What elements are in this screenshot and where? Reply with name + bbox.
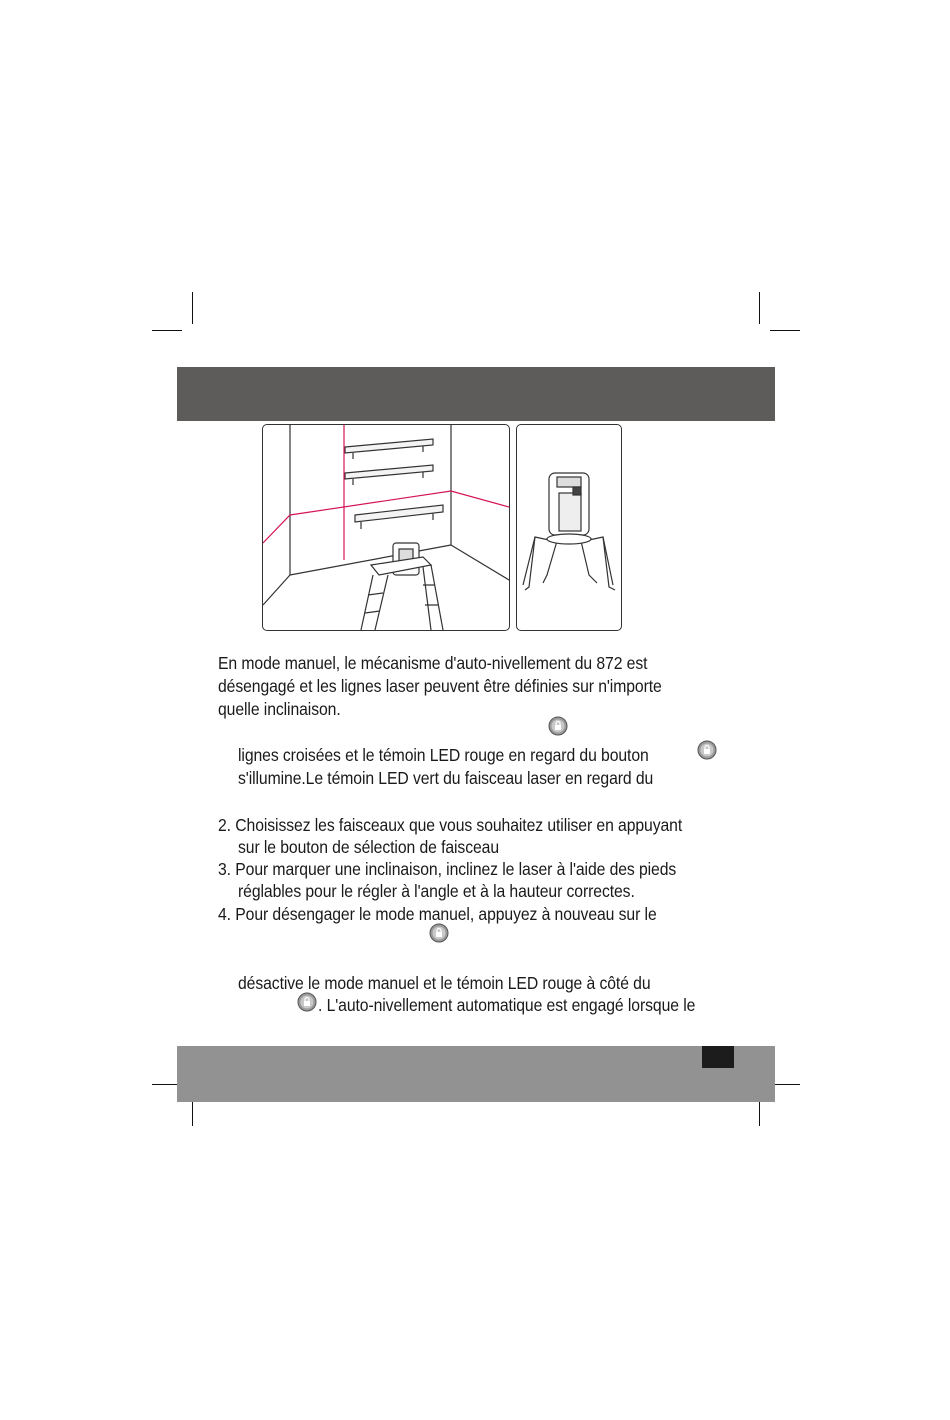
step1-line-1: lignes croisées et le témoin LED rouge en regard du bouton — [238, 745, 649, 765]
laser-on-tripod-illustration — [516, 424, 622, 631]
intro-line-1: En mode manuel, le mécanisme d'auto-nivellement du 872 est — [218, 653, 648, 673]
intro-line-3: quelle inclinaison. — [218, 699, 341, 719]
crop-mark — [192, 292, 193, 324]
room-illustration — [262, 424, 510, 631]
crop-mark — [152, 330, 182, 331]
footer-band — [177, 1046, 775, 1102]
lock-button-icon — [697, 740, 717, 760]
crop-mark — [759, 292, 760, 324]
step2-line-2: sur le bouton de sélection de faisceau — [238, 837, 500, 857]
lock-button-icon — [297, 992, 317, 1012]
step3-line-1: 3. Pour marquer une inclinaison, inclinez le laser à l'aide des pieds — [218, 859, 677, 879]
step4-line-3: . L'auto-nivellement automatique est engagé lorsque le — [318, 995, 696, 1015]
crop-mark — [770, 330, 800, 331]
lock-button-icon — [548, 716, 568, 736]
step4-line-2: désactive le mode manuel et le témoin LED rouge à côté du — [238, 973, 651, 993]
step1-line-2: s'illumine.Le témoin LED vert du faisceau laser en regard du — [238, 768, 654, 788]
header-band — [177, 367, 775, 421]
intro-line-2: désengagé et les lignes laser peuvent être définies sur n'importe — [218, 676, 662, 696]
step3-line-2: réglables pour le régler à l'angle et à la hauteur correctes. — [238, 881, 635, 901]
step4-line-1: 4. Pour désengager le mode manuel, appuyez à nouveau sur le — [218, 904, 657, 924]
lock-button-icon — [429, 923, 449, 943]
step2-line-1: 2. Choisissez les faisceaux que vous souhaitez utiliser en appuyant — [218, 815, 683, 835]
page-number-tab — [702, 1046, 734, 1068]
